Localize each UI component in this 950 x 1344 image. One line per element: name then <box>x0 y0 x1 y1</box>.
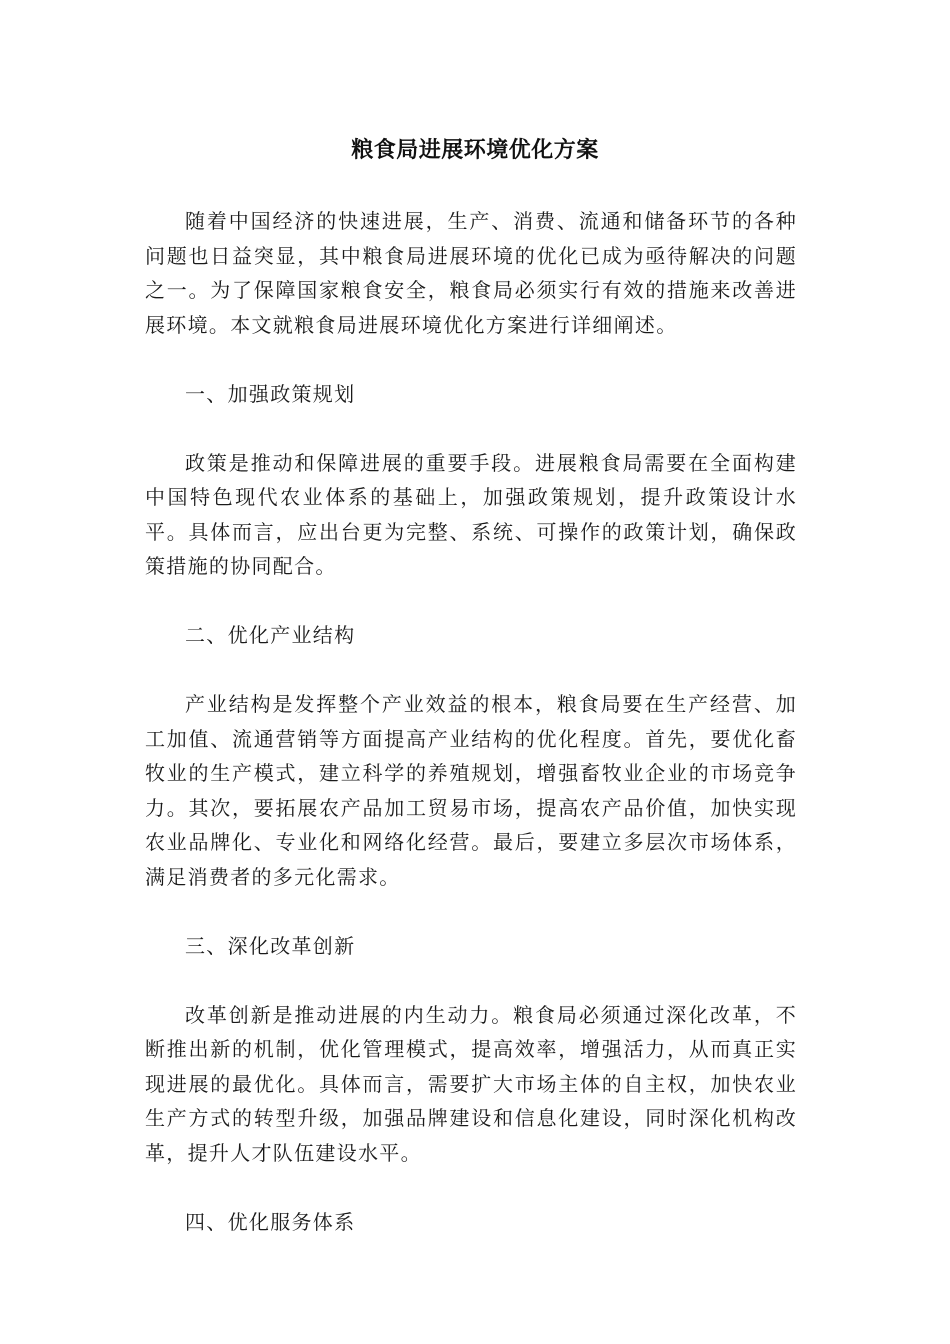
policy-paragraph: 政策是推动和保障进展的重要手段。进展粮食局需要在全面构建中国特色现代农业体系的基础上，加强政策规划，提升政策设计水平。具体而言，应出台更为完整、系统、可操作的政策计划，确保政策措施的协同配合。 <box>145 450 797 578</box>
section-heading-policy: 一、加强政策规划 <box>185 381 356 406</box>
document-title: 粮食局进展环境优化方案 <box>351 138 599 163</box>
reform-paragraph: 改革创新是推动进展的内生动力。粮食局必须通过深化改革，不断推出新的机制，优化管理模式，提高效率，增强活力，从而真正实现进展的最优化。具体而言，需要扩大市场主体的自主权，加快农业生产方式的转型升级，加强品牌建设和信息化建设，同时深化机构改革，提升人才队伍建设水平。 <box>145 1002 797 1165</box>
intro-paragraph: 随着中国经济的快速进展，生产、消费、流通和储备环节的各种问题也日益突显，其中粮食局进展环境的优化已成为亟待解决的问题之一。为了保障国家粮食安全，粮食局必须实行有效的措施来改善进展环境。本文就粮食局进展环境优化方案进行详细阐述。 <box>145 209 797 337</box>
document-body <box>145 204 797 1274</box>
section-heading-industry: 二、优化产业结构 <box>185 623 356 647</box>
industry-paragraph: 产业结构是发挥整个产业效益的根本，粮食局要在生产经营、加工加值、流通营销等方面提高产业结构的优化程度。首先，要优化畜牧业的生产模式，建立科学的养殖规划，增强畜牧业企业的市场竞争力。其次，要拓展农产品加工贸易市场，提高农产品价值，加快实现农业品牌化、专业化和网络化经营。最后，要建立多层次市场体系，满足消费者的多元化需求。 <box>145 692 797 889</box>
section-heading-service: 四、优化服务体系 <box>185 1209 356 1234</box>
section-heading-reform: 三、深化改革创新 <box>185 933 356 958</box>
